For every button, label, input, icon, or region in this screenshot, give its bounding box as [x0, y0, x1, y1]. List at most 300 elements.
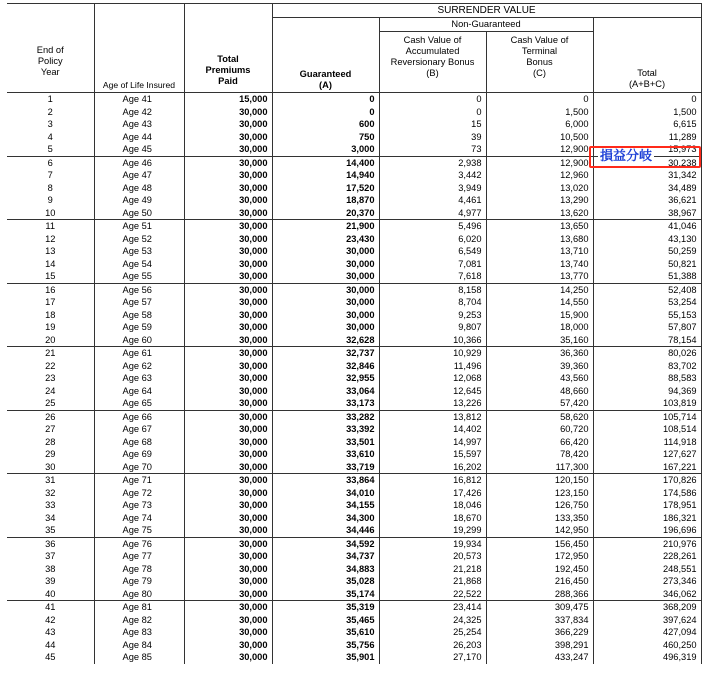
terminal-bonus-cell: 13,620 — [486, 207, 593, 220]
premiums-paid-cell: 15,000 — [184, 93, 272, 106]
age-cell: Age 68 — [94, 436, 184, 449]
reversionary-bonus-cell: 18,670 — [379, 512, 486, 525]
guaranteed-cell: 750 — [272, 131, 379, 144]
policy-year-cell: 6 — [7, 156, 94, 169]
premiums-paid-cell: 30,000 — [184, 474, 272, 487]
reversionary-bonus-cell: 7,081 — [379, 258, 486, 271]
policy-year-cell: 42 — [7, 614, 94, 627]
age-cell: Age 82 — [94, 614, 184, 627]
premiums-paid-cell: 30,000 — [184, 524, 272, 537]
age-cell: Age 45 — [94, 143, 184, 156]
header-cash-value-terminal-bonus: Cash Value of Terminal Bonus (C) — [486, 32, 593, 93]
age-cell: Age 46 — [94, 156, 184, 169]
table-row — [7, 524, 701, 537]
guaranteed-cell: 30,000 — [272, 245, 379, 258]
guaranteed-cell: 20,370 — [272, 207, 379, 220]
age-cell: Age 53 — [94, 245, 184, 258]
premiums-paid-cell: 30,000 — [184, 372, 272, 385]
policy-year-cell: 35 — [7, 524, 94, 537]
age-cell: Age 75 — [94, 524, 184, 537]
premiums-paid-cell: 30,000 — [184, 245, 272, 258]
table-row — [7, 309, 701, 322]
guaranteed-cell: 30,000 — [272, 309, 379, 322]
terminal-bonus-cell: 14,550 — [486, 296, 593, 309]
guaranteed-cell: 33,610 — [272, 448, 379, 461]
premiums-paid-cell: 30,000 — [184, 397, 272, 410]
policy-year-cell: 13 — [7, 245, 94, 258]
age-cell: Age 41 — [94, 93, 184, 106]
guaranteed-cell: 34,300 — [272, 512, 379, 525]
reversionary-bonus-cell: 14,997 — [379, 436, 486, 449]
table-row — [7, 106, 701, 119]
table-row — [7, 499, 701, 512]
policy-year-cell: 28 — [7, 436, 94, 449]
reversionary-bonus-cell: 12,645 — [379, 385, 486, 398]
policy-year-cell: 2 — [7, 106, 94, 119]
total-cell: 36,621 — [593, 194, 701, 207]
policy-year-cell: 20 — [7, 334, 94, 347]
header-end-of-policy-year: End of Policy Year — [7, 4, 94, 93]
reversionary-bonus-cell: 12,068 — [379, 372, 486, 385]
table-row — [7, 563, 701, 576]
reversionary-bonus-cell: 8,158 — [379, 283, 486, 296]
total-cell: 103,819 — [593, 397, 701, 410]
age-cell: Age 80 — [94, 588, 184, 601]
table-row — [7, 614, 701, 627]
guaranteed-cell: 35,028 — [272, 575, 379, 588]
total-cell: 460,250 — [593, 639, 701, 652]
terminal-bonus-cell: 13,770 — [486, 270, 593, 283]
guaranteed-cell: 33,864 — [272, 474, 379, 487]
terminal-bonus-cell: 12,960 — [486, 169, 593, 182]
age-cell: Age 85 — [94, 651, 184, 664]
total-cell: 170,826 — [593, 474, 701, 487]
age-cell: Age 47 — [94, 169, 184, 182]
policy-year-cell: 19 — [7, 321, 94, 334]
table-row — [7, 537, 701, 550]
header-cash-value-reversionary-bonus: Cash Value of Accumulated Reversionary Bonus (B) — [379, 32, 486, 93]
total-cell: 346,062 — [593, 588, 701, 601]
age-cell: Age 60 — [94, 334, 184, 347]
reversionary-bonus-cell: 3,442 — [379, 169, 486, 182]
terminal-bonus-cell: 366,229 — [486, 626, 593, 639]
age-cell: Age 58 — [94, 309, 184, 322]
policy-year-cell: 36 — [7, 537, 94, 550]
total-cell: 248,551 — [593, 563, 701, 576]
age-cell: Age 84 — [94, 639, 184, 652]
terminal-bonus-cell: 433,247 — [486, 651, 593, 664]
premiums-paid-cell: 30,000 — [184, 512, 272, 525]
terminal-bonus-cell: 6,000 — [486, 118, 593, 131]
terminal-bonus-cell: 48,660 — [486, 385, 593, 398]
reversionary-bonus-cell: 39 — [379, 131, 486, 144]
policy-year-cell: 5 — [7, 143, 94, 156]
guaranteed-cell: 30,000 — [272, 321, 379, 334]
guaranteed-cell: 30,000 — [272, 270, 379, 283]
policy-year-cell: 16 — [7, 283, 94, 296]
reversionary-bonus-cell: 0 — [379, 106, 486, 119]
terminal-bonus-cell: 216,450 — [486, 575, 593, 588]
guaranteed-cell: 34,737 — [272, 550, 379, 563]
table-row — [7, 220, 701, 233]
policy-year-cell: 8 — [7, 182, 94, 195]
table-row — [7, 131, 701, 144]
reversionary-bonus-cell: 21,218 — [379, 563, 486, 576]
terminal-bonus-cell: 13,710 — [486, 245, 593, 258]
table-row — [7, 512, 701, 525]
table-body — [7, 93, 701, 664]
premiums-paid-cell: 30,000 — [184, 385, 272, 398]
total-cell: 273,346 — [593, 575, 701, 588]
guaranteed-cell: 30,000 — [272, 296, 379, 309]
reversionary-bonus-cell: 27,170 — [379, 651, 486, 664]
age-cell: Age 63 — [94, 372, 184, 385]
premiums-paid-cell: 30,000 — [184, 588, 272, 601]
guaranteed-cell: 23,430 — [272, 233, 379, 246]
terminal-bonus-cell: 156,450 — [486, 537, 593, 550]
terminal-bonus-cell: 192,450 — [486, 563, 593, 576]
premiums-paid-cell: 30,000 — [184, 321, 272, 334]
policy-year-cell: 38 — [7, 563, 94, 576]
premiums-paid-cell: 30,000 — [184, 461, 272, 474]
terminal-bonus-cell: 58,620 — [486, 410, 593, 423]
terminal-bonus-cell: 1,500 — [486, 106, 593, 119]
terminal-bonus-cell: 12,900 — [486, 143, 593, 156]
age-cell: Age 78 — [94, 563, 184, 576]
terminal-bonus-cell: 133,350 — [486, 512, 593, 525]
reversionary-bonus-cell: 11,496 — [379, 360, 486, 373]
guaranteed-cell: 30,000 — [272, 258, 379, 271]
premiums-paid-cell: 30,000 — [184, 106, 272, 119]
terminal-bonus-cell: 12,900 — [486, 156, 593, 169]
guaranteed-cell: 32,846 — [272, 360, 379, 373]
total-cell: 88,583 — [593, 372, 701, 385]
guaranteed-cell: 32,737 — [272, 347, 379, 360]
guaranteed-cell: 32,955 — [272, 372, 379, 385]
terminal-bonus-cell: 13,680 — [486, 233, 593, 246]
terminal-bonus-cell: 123,150 — [486, 487, 593, 500]
age-cell: Age 54 — [94, 258, 184, 271]
policy-year-cell: 7 — [7, 169, 94, 182]
guaranteed-cell: 33,501 — [272, 436, 379, 449]
premiums-paid-cell: 30,000 — [184, 537, 272, 550]
table-row — [7, 360, 701, 373]
reversionary-bonus-cell: 9,253 — [379, 309, 486, 322]
terminal-bonus-cell: 288,366 — [486, 588, 593, 601]
age-cell: Age 61 — [94, 347, 184, 360]
policy-year-cell: 40 — [7, 588, 94, 601]
total-cell: 55,153 — [593, 309, 701, 322]
premiums-paid-cell: 30,000 — [184, 550, 272, 563]
terminal-bonus-cell: 78,420 — [486, 448, 593, 461]
table-row — [7, 321, 701, 334]
policy-year-cell: 41 — [7, 601, 94, 614]
terminal-bonus-cell: 398,291 — [486, 639, 593, 652]
premiums-paid-cell: 30,000 — [184, 258, 272, 271]
reversionary-bonus-cell: 73 — [379, 143, 486, 156]
terminal-bonus-cell: 172,950 — [486, 550, 593, 563]
policy-year-cell: 12 — [7, 233, 94, 246]
premiums-paid-cell: 30,000 — [184, 563, 272, 576]
age-cell: Age 66 — [94, 410, 184, 423]
table-row — [7, 575, 701, 588]
premiums-paid-cell: 30,000 — [184, 118, 272, 131]
reversionary-bonus-cell: 5,496 — [379, 220, 486, 233]
terminal-bonus-cell: 66,420 — [486, 436, 593, 449]
table-row — [7, 385, 701, 398]
reversionary-bonus-cell: 20,573 — [379, 550, 486, 563]
reversionary-bonus-cell: 18,046 — [379, 499, 486, 512]
total-cell: 50,821 — [593, 258, 701, 271]
age-cell: Age 55 — [94, 270, 184, 283]
table-row — [7, 296, 701, 309]
age-cell: Age 57 — [94, 296, 184, 309]
age-cell: Age 62 — [94, 360, 184, 373]
terminal-bonus-cell: 18,000 — [486, 321, 593, 334]
total-cell: 43,130 — [593, 233, 701, 246]
guaranteed-cell: 14,400 — [272, 156, 379, 169]
table-row — [7, 639, 701, 652]
premiums-paid-cell: 30,000 — [184, 360, 272, 373]
reversionary-bonus-cell: 0 — [379, 93, 486, 106]
age-cell: Age 51 — [94, 220, 184, 233]
terminal-bonus-cell: 14,250 — [486, 283, 593, 296]
table-row — [7, 169, 701, 182]
policy-year-cell: 1 — [7, 93, 94, 106]
reversionary-bonus-cell: 4,461 — [379, 194, 486, 207]
terminal-bonus-cell: 0 — [486, 93, 593, 106]
total-cell: 6,615 — [593, 118, 701, 131]
guaranteed-cell: 30,000 — [272, 283, 379, 296]
guaranteed-cell: 35,610 — [272, 626, 379, 639]
premiums-paid-cell: 30,000 — [184, 601, 272, 614]
terminal-bonus-cell: 35,160 — [486, 334, 593, 347]
policy-year-cell: 30 — [7, 461, 94, 474]
terminal-bonus-cell: 309,475 — [486, 601, 593, 614]
premiums-paid-cell: 30,000 — [184, 639, 272, 652]
age-cell: Age 81 — [94, 601, 184, 614]
guaranteed-cell: 34,446 — [272, 524, 379, 537]
age-cell: Age 59 — [94, 321, 184, 334]
premiums-paid-cell: 30,000 — [184, 499, 272, 512]
premiums-paid-cell: 30,000 — [184, 270, 272, 283]
policy-year-cell: 3 — [7, 118, 94, 131]
policy-year-cell: 31 — [7, 474, 94, 487]
policy-year-cell: 9 — [7, 194, 94, 207]
table-row — [7, 651, 701, 664]
total-cell: 1,500 — [593, 106, 701, 119]
total-cell: 94,369 — [593, 385, 701, 398]
table-row — [7, 283, 701, 296]
reversionary-bonus-cell: 19,299 — [379, 524, 486, 537]
table-row — [7, 156, 701, 169]
table-header — [7, 4, 701, 93]
table-row — [7, 461, 701, 474]
reversionary-bonus-cell: 17,426 — [379, 487, 486, 500]
age-cell: Age 67 — [94, 423, 184, 436]
age-cell: Age 44 — [94, 131, 184, 144]
reversionary-bonus-cell: 9,807 — [379, 321, 486, 334]
total-cell: 11,289 — [593, 131, 701, 144]
premiums-paid-cell: 30,000 — [184, 448, 272, 461]
guaranteed-cell: 0 — [272, 93, 379, 106]
terminal-bonus-cell: 15,900 — [486, 309, 593, 322]
table-row — [7, 550, 701, 563]
guaranteed-cell: 3,000 — [272, 143, 379, 156]
total-cell: 105,714 — [593, 410, 701, 423]
total-cell: 41,046 — [593, 220, 701, 233]
terminal-bonus-cell: 337,834 — [486, 614, 593, 627]
guaranteed-cell: 35,174 — [272, 588, 379, 601]
reversionary-bonus-cell: 22,522 — [379, 588, 486, 601]
table-row — [7, 423, 701, 436]
total-cell: 52,408 — [593, 283, 701, 296]
premiums-paid-cell: 30,000 — [184, 143, 272, 156]
premiums-paid-cell: 30,000 — [184, 309, 272, 322]
terminal-bonus-cell: 39,360 — [486, 360, 593, 373]
policy-year-cell: 26 — [7, 410, 94, 423]
reversionary-bonus-cell: 13,226 — [379, 397, 486, 410]
total-cell: 368,209 — [593, 601, 701, 614]
header-age-of-life-insured: Age of Life Insured — [94, 4, 184, 93]
policy-year-cell: 44 — [7, 639, 94, 652]
total-cell: 51,388 — [593, 270, 701, 283]
total-cell: 397,624 — [593, 614, 701, 627]
guaranteed-cell: 35,901 — [272, 651, 379, 664]
policy-year-cell: 15 — [7, 270, 94, 283]
age-cell: Age 49 — [94, 194, 184, 207]
header-non-guaranteed: Non-Guaranteed — [379, 18, 593, 32]
terminal-bonus-cell: 126,750 — [486, 499, 593, 512]
premiums-paid-cell: 30,000 — [184, 575, 272, 588]
premiums-paid-cell: 30,000 — [184, 233, 272, 246]
total-cell: 50,259 — [593, 245, 701, 258]
terminal-bonus-cell: 57,420 — [486, 397, 593, 410]
reversionary-bonus-cell: 16,812 — [379, 474, 486, 487]
table-row — [7, 601, 701, 614]
policy-year-cell: 32 — [7, 487, 94, 500]
reversionary-bonus-cell: 8,704 — [379, 296, 486, 309]
age-cell: Age 79 — [94, 575, 184, 588]
header-surrender-value: SURRENDER VALUE — [272, 4, 701, 18]
guaranteed-cell: 0 — [272, 106, 379, 119]
reversionary-bonus-cell: 23,414 — [379, 601, 486, 614]
total-cell: 53,254 — [593, 296, 701, 309]
policy-year-cell: 29 — [7, 448, 94, 461]
age-cell: Age 52 — [94, 233, 184, 246]
guaranteed-cell: 32,628 — [272, 334, 379, 347]
total-cell: 108,514 — [593, 423, 701, 436]
age-cell: Age 73 — [94, 499, 184, 512]
terminal-bonus-cell: 13,650 — [486, 220, 593, 233]
reversionary-bonus-cell: 6,020 — [379, 233, 486, 246]
table-row — [7, 436, 701, 449]
premiums-paid-cell: 30,000 — [184, 207, 272, 220]
age-cell: Age 74 — [94, 512, 184, 525]
table-row — [7, 474, 701, 487]
terminal-bonus-cell: 13,290 — [486, 194, 593, 207]
terminal-bonus-cell: 13,740 — [486, 258, 593, 271]
header-guaranteed: Guaranteed (A) — [272, 18, 379, 93]
reversionary-bonus-cell: 15 — [379, 118, 486, 131]
reversionary-bonus-cell: 15,597 — [379, 448, 486, 461]
guaranteed-cell: 33,719 — [272, 461, 379, 474]
terminal-bonus-cell: 36,360 — [486, 347, 593, 360]
guaranteed-cell: 33,282 — [272, 410, 379, 423]
age-cell: Age 72 — [94, 487, 184, 500]
total-cell: 174,586 — [593, 487, 701, 500]
reversionary-bonus-cell: 6,549 — [379, 245, 486, 258]
premiums-paid-cell: 30,000 — [184, 156, 272, 169]
total-cell: 186,321 — [593, 512, 701, 525]
premiums-paid-cell: 30,000 — [184, 169, 272, 182]
reversionary-bonus-cell: 16,202 — [379, 461, 486, 474]
policy-year-cell: 45 — [7, 651, 94, 664]
total-cell: 178,951 — [593, 499, 701, 512]
age-cell: Age 83 — [94, 626, 184, 639]
policy-year-cell: 33 — [7, 499, 94, 512]
premiums-paid-cell: 30,000 — [184, 220, 272, 233]
age-cell: Age 56 — [94, 283, 184, 296]
table-row — [7, 347, 701, 360]
terminal-bonus-cell: 117,300 — [486, 461, 593, 474]
total-cell: 30,238 — [593, 156, 701, 169]
age-cell: Age 50 — [94, 207, 184, 220]
terminal-bonus-cell: 13,020 — [486, 182, 593, 195]
terminal-bonus-cell: 10,500 — [486, 131, 593, 144]
header-total: Total (A+B+C) — [593, 18, 701, 93]
premiums-paid-cell: 30,000 — [184, 347, 272, 360]
guaranteed-cell: 33,392 — [272, 423, 379, 436]
table-row — [7, 258, 701, 271]
total-cell: 0 — [593, 93, 701, 106]
reversionary-bonus-cell: 4,977 — [379, 207, 486, 220]
policy-year-cell: 27 — [7, 423, 94, 436]
total-cell: 427,094 — [593, 626, 701, 639]
policy-year-cell: 34 — [7, 512, 94, 525]
policy-year-cell: 23 — [7, 372, 94, 385]
reversionary-bonus-cell: 10,366 — [379, 334, 486, 347]
total-cell: 57,807 — [593, 321, 701, 334]
policy-year-cell: 10 — [7, 207, 94, 220]
guaranteed-cell: 33,173 — [272, 397, 379, 410]
policy-year-cell: 4 — [7, 131, 94, 144]
policy-year-cell: 22 — [7, 360, 94, 373]
premiums-paid-cell: 30,000 — [184, 410, 272, 423]
age-cell: Age 70 — [94, 461, 184, 474]
table-row — [7, 233, 701, 246]
guaranteed-cell: 34,010 — [272, 487, 379, 500]
age-cell: Age 69 — [94, 448, 184, 461]
premiums-paid-cell: 30,000 — [184, 651, 272, 664]
table-row — [7, 410, 701, 423]
guaranteed-cell: 18,870 — [272, 194, 379, 207]
table-row — [7, 487, 701, 500]
table-row — [7, 194, 701, 207]
policy-year-cell: 24 — [7, 385, 94, 398]
table-row — [7, 588, 701, 601]
policy-year-cell: 11 — [7, 220, 94, 233]
policy-year-cell: 25 — [7, 397, 94, 410]
table-row — [7, 626, 701, 639]
premiums-paid-cell: 30,000 — [184, 296, 272, 309]
guaranteed-cell: 17,520 — [272, 182, 379, 195]
table-row — [7, 372, 701, 385]
table-row — [7, 143, 701, 156]
policy-year-cell: 37 — [7, 550, 94, 563]
guaranteed-cell: 35,756 — [272, 639, 379, 652]
total-cell: 80,026 — [593, 347, 701, 360]
